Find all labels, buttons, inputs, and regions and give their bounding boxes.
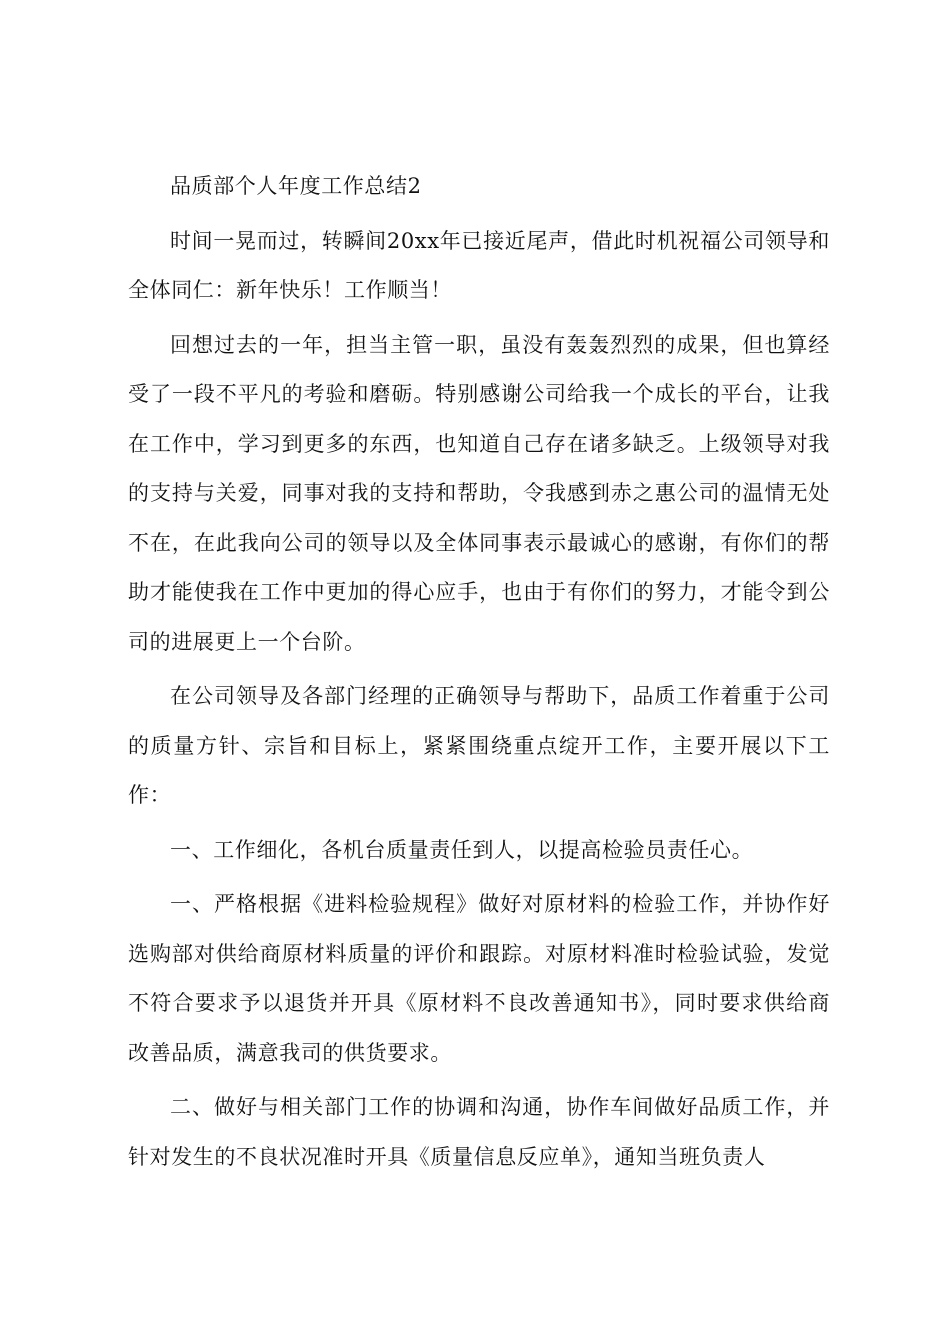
document-title: 品质部个人年度工作总结2 xyxy=(170,174,422,198)
paragraph-item-2: 二、做好与相关部门工作的协调和沟通，协作车间做好品质工作，并针对发生的不良状况准时开具《质量信息反应单》，通知当班负责人 xyxy=(128,1095,830,1169)
paragraph-review: 回想过去的一年，担当主管一职，虽没有轰轰烈烈的成果，但也算经受了一段不平凡的考验和磨砺。特别感谢公司给我一个成长的平台，让我在工作中，学习到更多的东西，也知道自己存在诸多缺乏。上级领导对我的支持与关爱，同事对我的支持和帮助，令我感到赤之惠公司的温情无处不在，在此我向公司的领导以及全体同事表示最诚心的感谢，有你们的帮助才能使我在工作中更加的得心应手，也由于有你们的努力，才能令到公司的进展更上一个台阶。 xyxy=(128,332,830,654)
paragraph-intro: 在公司领导及各部门经理的正确领导与帮助下，品质工作着重于公司的质量方针、宗旨和目标上，紧紧围绕重点绽开工作，主要开展以下工作： xyxy=(128,684,830,807)
paragraph-item-heading: 一、工作细化，各机台质量责任到人，以提高检验员责任心。 xyxy=(170,837,754,862)
document-body xyxy=(128,162,830,1187)
paragraph-item-1: 一、严格根据《进料检验规程》做好对原材料的检验工作，并协作好选购部对供给商原材料质量的评价和跟踪。对原材料准时检验试验，发觉不符合要求予以退货并开具《原材料不良改善通知书》，同时要求供给商改善品质，满意我司的供货要求。 xyxy=(128,892,830,1065)
paragraph-greeting: 时间一晃而过，转瞬间20xx年已接近尾声，借此时机祝福公司领导和全体同仁：新年快乐！工作顺当！ xyxy=(128,228,830,302)
